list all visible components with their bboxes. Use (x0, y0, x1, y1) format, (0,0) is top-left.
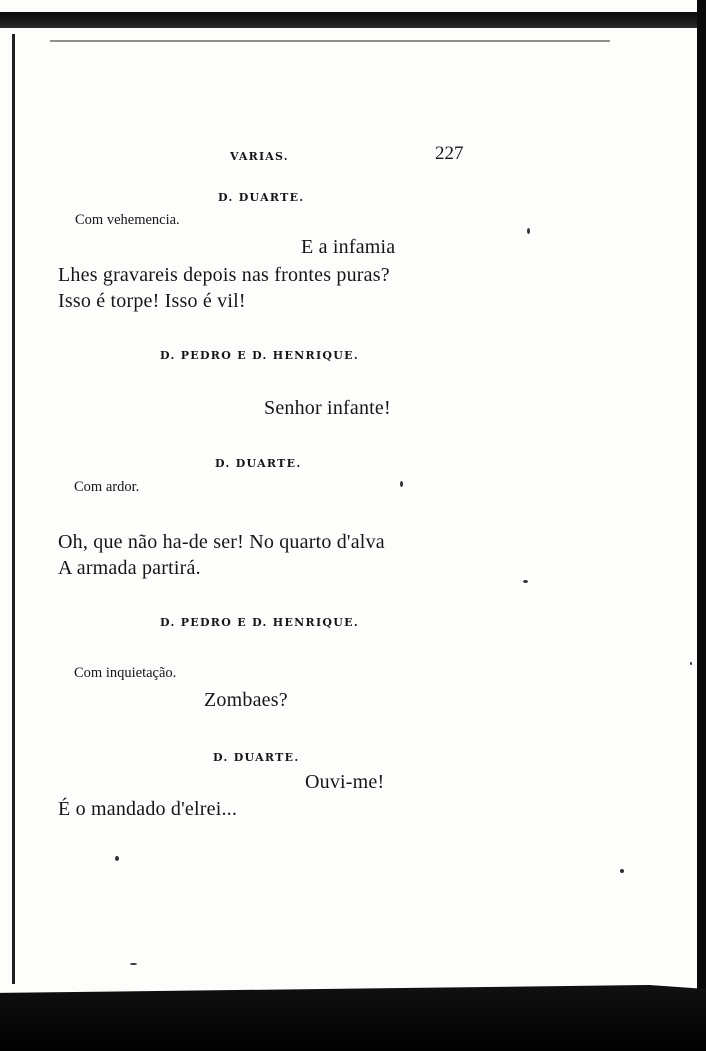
verse-line: A armada partirá. (58, 557, 201, 579)
scan-speck (523, 580, 528, 583)
scan-speck (130, 963, 137, 965)
speaker-name: D. DUARTE. (213, 751, 300, 764)
verse-line: Senhor infante! (264, 397, 391, 419)
scan-right-edge (697, 0, 706, 1051)
speaker-name: D. DUARTE. (218, 191, 305, 204)
scan-speck (527, 228, 530, 234)
verse-line: E a infamia (301, 236, 396, 258)
scan-top-rule (50, 40, 610, 42)
verse-line: Ouvi-me! (305, 771, 385, 793)
verse-line: Lhes gravareis depois nas frontes puras? (58, 264, 390, 286)
verse-line: Isso é torpe! Isso é vil! (58, 290, 246, 312)
scan-left-edge (12, 34, 15, 984)
page-number: 227 (435, 143, 464, 164)
speaker-name: D. DUARTE. (215, 457, 302, 470)
scan-top-border (0, 12, 706, 28)
stage-direction: Com inquietação. (74, 665, 177, 681)
scan-bottom-border (0, 985, 706, 1051)
stage-direction: Com ardor. (74, 479, 140, 495)
stage-direction: Com vehemencia. (75, 212, 180, 228)
scan-speck (620, 869, 624, 873)
scan-speck (690, 662, 692, 665)
verse-line: Oh, que não ha-de ser! No quarto d'alva (58, 531, 385, 553)
verse-line: É o mandado d'elrei... (58, 798, 238, 820)
speaker-name: D. PEDRO E D. HENRIQUE. (160, 349, 359, 362)
running-title: VARIAS. (230, 150, 289, 163)
speaker-name: D. PEDRO E D. HENRIQUE. (160, 616, 359, 629)
verse-line: Zombaes? (204, 689, 288, 711)
scan-speck (115, 856, 119, 861)
scan-speck (400, 481, 403, 487)
